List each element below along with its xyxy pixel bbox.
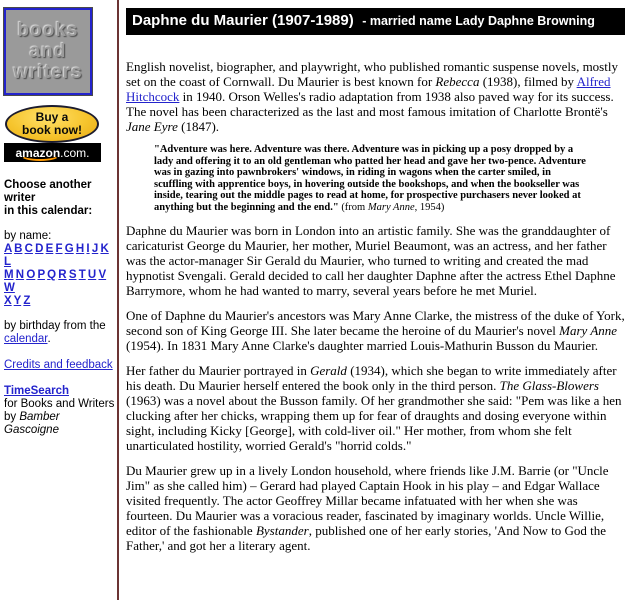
timesearch-block [4,385,115,437]
amazon-swoosh-icon [20,149,60,161]
buy-book-now-ellipse [5,105,99,143]
writer-name-title: Daphne du Maurier (1907-1989) [132,12,354,29]
timesearch-for-text: for Books and Writers [4,398,115,410]
writer-subtitle: - married name Lady Daphne Browning [362,14,595,28]
alphabet-link-X[interactable]: X [4,295,12,307]
timesearch-by-text: by [4,411,20,423]
text-segment: , 1954) [414,201,445,213]
page-header [126,8,625,35]
alphabet-link-D[interactable]: D [35,243,44,255]
paragraph-father [126,363,625,453]
logo-line: and [29,41,67,62]
text-segment: , published one of her early stories, 'And Now to God the Father,' and got her a literary agent. [126,523,606,553]
alphabet-link-W[interactable]: W [4,282,15,294]
text-segment: Gerald [310,363,347,378]
alphabet-link-K[interactable]: K [100,243,109,255]
alphabet-link-U[interactable]: U [87,269,97,281]
text-segment: Bystander [255,523,309,538]
amazon-brand-text: amazon [15,145,61,160]
alphabet-link-M[interactable]: M [4,269,14,281]
credits-feedback-link[interactable]: Credits and feedback [4,359,113,371]
alphabet-link-R[interactable]: R [58,269,67,281]
logo-line: writers [13,62,83,83]
paragraph-intro [126,59,625,134]
alphabet-row-3 [4,295,115,308]
amazon-brand-bar [4,143,101,162]
alphabet-link-J[interactable]: J [91,243,99,255]
text-segment: The Glass-Blowers [499,378,599,393]
alphabet-link-P[interactable]: P [37,269,45,281]
text-segment: One of Daphne du Maurier's ancestors was Mary Anne Clarke, the mistress of the duke of York, second son of King George III. She later became the heroine of du Maurier's novel [126,308,625,338]
amazon-button-label: Buy a [35,110,69,124]
paragraph-ancestors [126,308,625,353]
alphabet-link-I[interactable]: I [86,243,90,255]
by-name-label: by name: [4,230,52,242]
text-segment: (from [338,201,368,213]
birthday-period: . [47,333,51,345]
text-segment: Mary Anne [367,201,415,213]
timesearch-author: Bamber Gascoigne [4,411,60,436]
alphabet-link-O[interactable]: O [26,269,36,281]
sidebar [0,0,113,437]
text-segment: Jane Eyre [126,119,178,134]
alphabet-link-C[interactable]: C [24,243,33,255]
text-segment: Mary Anne [559,323,618,338]
text-segment: in 1940. Orson Welles's radio adaptation from 1938 also paved way for its success. The novel has been characterized as the last and most famous imitation of Charlotte Brontë's [126,89,614,119]
alphabet-row-2 [4,269,115,295]
alphabet-link-B[interactable]: B [14,243,23,255]
text-segment: (1847). [177,119,220,134]
alphabet-link-L[interactable]: L [4,256,12,268]
paragraph-family [126,223,625,298]
alphabet-link-V[interactable]: V [98,269,107,281]
alphabet-link-N[interactable]: N [15,269,25,281]
quote-block [154,144,592,213]
amazon-button-label: book now! [22,123,82,137]
alphabet-link-E[interactable]: E [45,243,54,255]
birthday-text: by birthday from the [4,320,106,332]
text-segment: (1934), which she began to write immediately after his death. Du Maurier herself entered the book only in the third person. [126,363,617,393]
choose-writer-heading [4,179,114,218]
amazon-buy-button[interactable] [4,105,101,162]
text-segment: (1938), filmed by [479,74,577,89]
text-segment: Du Maurier grew up in a lively London household, where friends like J.M. Barrie (or "Uncle Jim" as she called him) – Gerard had played Captain Hook in his play – and Edgar Wallace visited frequently. The actor Geoffrey Millar became infatuated with her when she was fourteen. Du Maurier was a voracious reader, fascinated by imaginary worlds. Uncle Willie, editor of the fashionable [126,463,609,538]
alphabet-link-Q[interactable]: Q [47,269,57,281]
alphabet-link-F[interactable]: F [55,243,63,255]
alphabet-link-H[interactable]: H [75,243,85,255]
text-segment: "Adventure was here. Adventure was there. Adventure was in picking up a posy dropped by a lady and offering it to an old gentleman who patted her head and gave her two-pence. Adventure was in gazing into pawnbrokers' windows, in riding in wagons when the carter smiled, in scuffling with apprentice boys, in hovering outside the bookshops, and when the bookseller was inside, tearing out the middle pages to read at home, for prospective purchasers never looked at anything but the beginning and the end." [154,144,586,213]
logo-line: books [17,20,79,41]
text-segment: Daphne du Maurier was born in London into an artistic family. She was the granddaughter of caricaturist George du Maurier, her mother, Muriel Beaumont, was an actress, and her father was the actor-manager Sir Gerald du Maurier, who turned to writing and created the mad hypnotist Svengali. Gerald decided to call her daughter Daphne after the actress Ethel Daphne Barrymore, whom he had wanted to marry, several years before he met Muriel. [126,223,616,298]
main-content [126,8,625,563]
amazon-button-top [4,105,101,143]
text-segment: English novelist, biographer, and playwright, who published romantic suspense novels, mostly set on the coast of Cornwall. Du Maurier is best known for [126,59,618,89]
text-segment: Rebecca [435,74,480,89]
text-segment: Her father du Maurier portrayed in [126,363,311,378]
alphabet-link-Y[interactable]: Y [13,295,22,307]
choose-writer-heading-line2: in this calendar: [4,205,93,217]
birthday-block [4,320,115,346]
text-segment: (1954). In 1831 Mary Anne Clarke's daughter married Louis-Mathurin Busson du Maurier. [126,338,599,353]
alphabet-link-T[interactable]: T [78,269,86,281]
alphabet-link-Z[interactable]: Z [23,295,31,307]
alphabet-link-A[interactable]: A [4,243,12,255]
alphabet-link-G[interactable]: G [64,243,74,255]
alphabet-row-1 [4,243,115,269]
alphabet-link-S[interactable]: S [68,269,77,281]
vertical-divider [117,0,119,600]
text-segment: (1963) was a novel about the Busson family. Of her grandmother she said: "Pem was like a hen clucking after her chicks, wrapping them up for fear of draughts and dosing everyone within sight, including Kicky [George], with cold-liver oil." Her mother, from whom she felt unarticulated hostility, worried Gerald's "horrid colds." [126,393,622,453]
paragraph-childhood [126,463,625,553]
calendar-link[interactable]: calendar [4,333,48,345]
alfred-hitchcock-link[interactable]: Alfred Hitchcock [126,74,611,104]
books-and-writers-logo[interactable] [4,8,92,95]
choose-writer-heading-line1: Choose another writer [4,179,92,204]
amazon-brand-suffix: .com. [60,145,90,160]
timesearch-link[interactable]: TimeSearch [4,385,69,397]
